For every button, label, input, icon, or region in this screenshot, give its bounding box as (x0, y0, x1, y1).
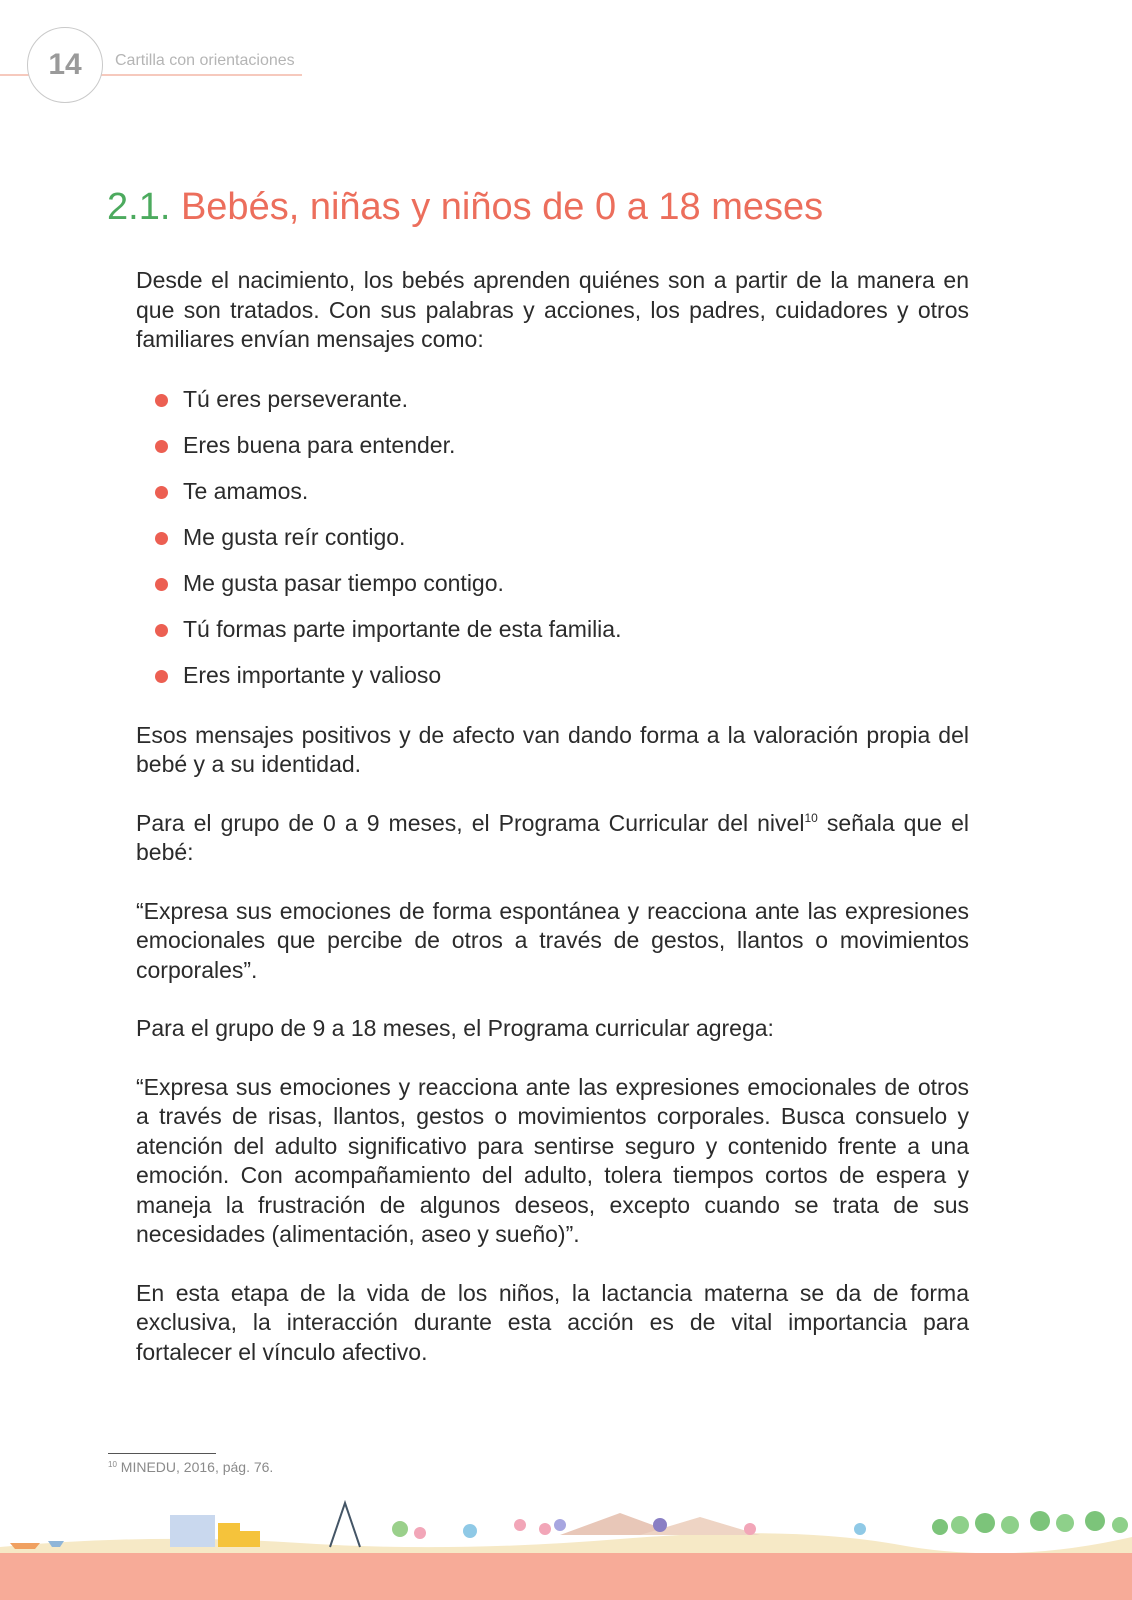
list-item: Me gusta pasar tiempo contigo. (136, 569, 969, 615)
section-title (107, 186, 823, 229)
bottom-band (0, 1553, 1132, 1600)
list-item: Me gusta reír contigo. (136, 523, 969, 569)
bullet-icon (155, 486, 168, 499)
running-title: Cartilla con orientaciones (115, 52, 295, 69)
page-number: 14 (27, 27, 103, 103)
quote-0-9-months: “Expresa sus emociones de forma espontánea y reacciona ante las expresiones emocionales que percibe de otros a través de gestos, llantos o movimientos corporales”. (136, 897, 969, 983)
list-item: Tú formas parte importante de esta familia. (136, 615, 969, 661)
bullet-icon (155, 394, 168, 407)
paragraph-lactation: En esta etapa de la vida de los niños, la lactancia materna se da de forma exclusiva, la interacción durante esta acción es de vital importancia para fortalecer el vínculo afectivo. (136, 1279, 969, 1365)
list-item: Eres buena para entender. (136, 431, 969, 477)
footnote: $^{10}$ MINEDU, 2016, pág. 76. (108, 1459, 274, 1475)
paragraph-0-9-months: Para el grupo de 0 a 9 meses, el Programa Curricular del nivel$^{10}$ señala que el bebé: (136, 809, 969, 865)
intro-paragraph: Desde el nacimiento, los bebés aprenden quiénes son a partir de la manera en que son tratados. Con sus palabras y acciones, los padres, cuidadores y otros familiares envían mensajes como: (136, 267, 969, 352)
section-title-text: Bebés, niñas y niños de 0 a 18 meses (180, 186, 824, 228)
section-number: 2.1. (107, 186, 171, 228)
message-list (136, 385, 969, 707)
bullet-icon (155, 670, 168, 683)
page-header (0, 0, 400, 110)
footnote-rule (108, 1453, 216, 1454)
paragraph-identity: Esos mensajes positivos y de afecto van dando forma a la valoración propia del bebé y a su identidad. (136, 721, 969, 777)
paragraph-9-18-months: Para el grupo de 9 a 18 meses, el Programa curricular agrega: (136, 1015, 774, 1041)
footnote-ref: 10 (804, 810, 818, 825)
body-text (136, 266, 969, 1367)
list-item: Te amamos. (136, 477, 969, 523)
list-item: Eres importante y valioso (136, 661, 969, 707)
community-illustration (0, 1495, 1132, 1555)
bullet-icon (155, 624, 168, 637)
bullet-icon (155, 440, 168, 453)
bullet-icon (155, 578, 168, 591)
quote-9-18-months: “Expresa sus emociones y reacciona ante las expresiones emocionales de otros a través de risas, llantos, gestos o movimientos corporales. Busca consuelo y atención del adulto significativo para sentirse seguro y contenido frente a una emoción. Con acompañamiento del adulto, tolera tiempos cortos de espera y maneja la frustración de algunos deseos, excepto cuando se trata de sus necesidades (alimentación, aseo y sueño)”. (136, 1073, 969, 1247)
list-item: Tú eres perseverante. (136, 385, 969, 431)
bullet-icon (155, 532, 168, 545)
